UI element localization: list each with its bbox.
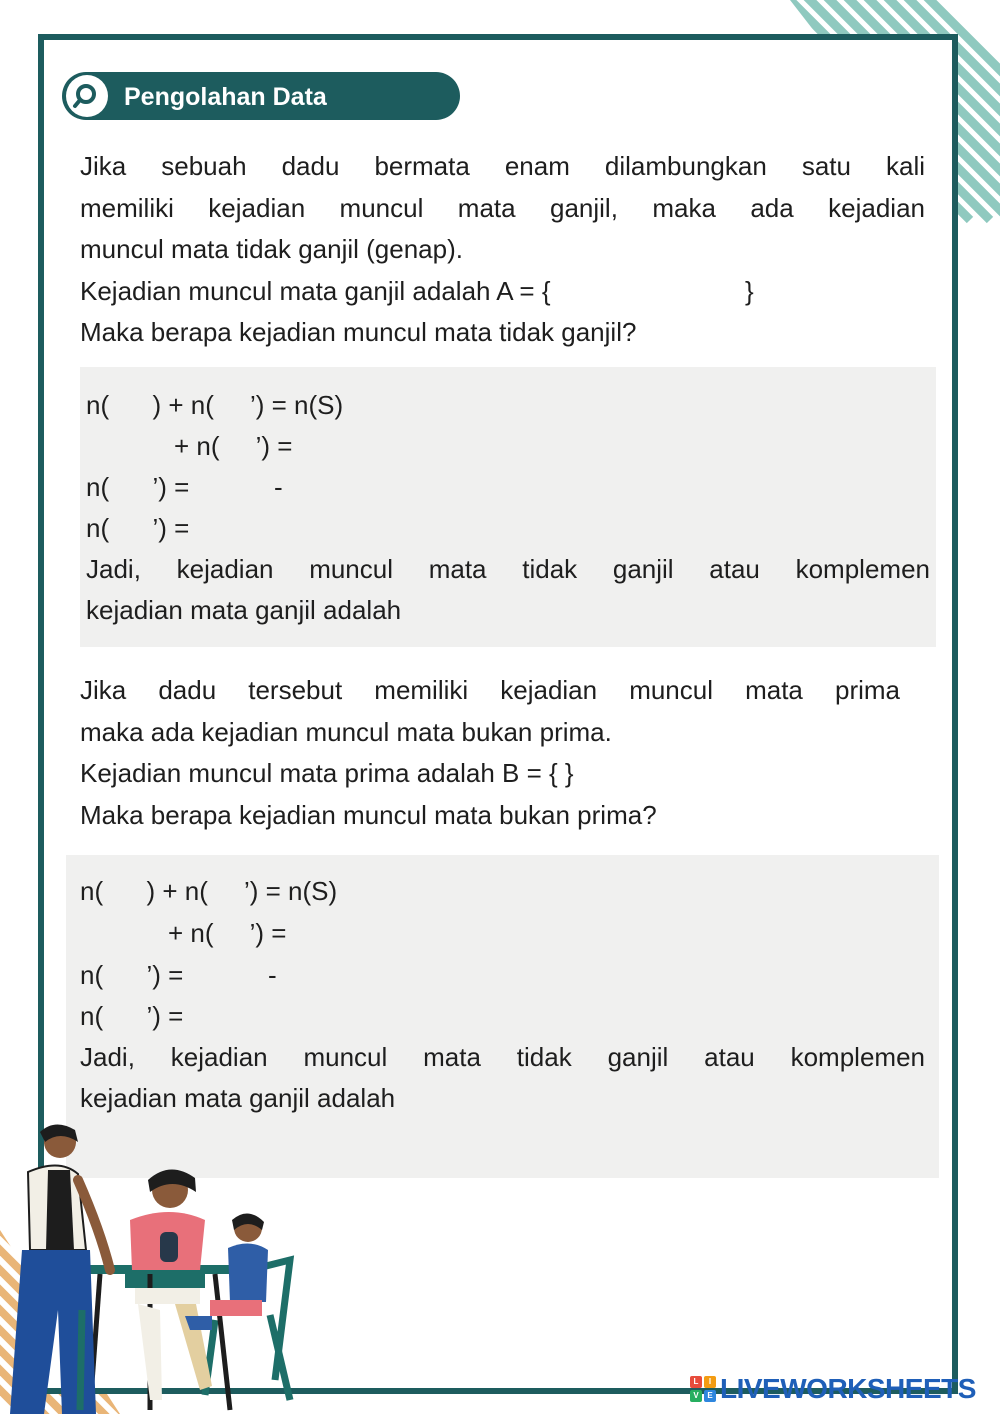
equation-line-1: n( ) + n( ’) = n(S) — [80, 876, 338, 906]
question-1: Maka berapa kejadian muncul mata tidak ganjil? — [80, 317, 637, 347]
magnifier-icon — [66, 75, 108, 117]
conclusion-line-2: kejadian mata ganjil adalah — [86, 595, 402, 625]
liveworksheets-text: LIVEWORKSHEETS — [720, 1373, 976, 1404]
conclusion-line-1: Jadi, kejadian muncul mata tidak ganjil atau komplemen — [86, 554, 930, 584]
event-a-close: } — [745, 275, 754, 306]
section-title: Pengolahan Data — [124, 83, 327, 111]
equation-line-3-dash: - — [268, 960, 277, 990]
intro-line-2: memiliki kejadian muncul mata ganjil, maka ada kejadian — [80, 192, 925, 223]
chair-left — [80, 1310, 82, 1410]
conclusion-line-2: kejadian mata ganjil adalah — [80, 1083, 396, 1113]
intro-paragraph — [80, 146, 925, 354]
liveworksheets-watermark — [690, 1372, 990, 1406]
equation-line-4: n( ’) = — [86, 513, 190, 543]
equation-line-4: n( ’) = — [80, 1001, 184, 1031]
prime-paragraph — [80, 670, 900, 836]
event-b-line: Kejadian muncul mata prima adalah B = { } — [80, 758, 574, 788]
equation-line-2: + n( ’) = — [168, 918, 287, 948]
intro-line-3: muncul mata tidak ganjil (genap). — [80, 234, 463, 264]
equation-line-3-dash: - — [274, 472, 283, 502]
prime-line-2: maka ada kejadian muncul mata bukan prima. — [80, 716, 612, 747]
intro-line-1: Jika sebuah dadu bermata enam dilambungkan satu kali — [80, 151, 925, 181]
answer-box-1 — [80, 367, 936, 647]
event-a-line — [80, 271, 925, 313]
equation-line-3: n( ’) = — [80, 960, 184, 990]
equation-line-1: n( ) + n( ’) = n(S) — [86, 390, 344, 420]
liveworksheets-logo-icon: L I V E — [690, 1376, 716, 1402]
event-a-label: Kejadian muncul mata ganjil adalah A = { — [80, 275, 551, 306]
equation-line-3: n( ’) = — [86, 472, 190, 502]
prime-line-1: Jika dadu tersebut memiliki kejadian muncul mata prima — [80, 675, 900, 705]
family-illustration — [0, 1120, 320, 1414]
equation-line-2: + n( ’) = — [174, 431, 293, 461]
conclusion-line-1: Jadi, kejadian muncul mata tidak ganjil atau komplemen — [80, 1042, 925, 1072]
question-2: Maka berapa kejadian muncul mata bukan prima? — [80, 799, 657, 830]
